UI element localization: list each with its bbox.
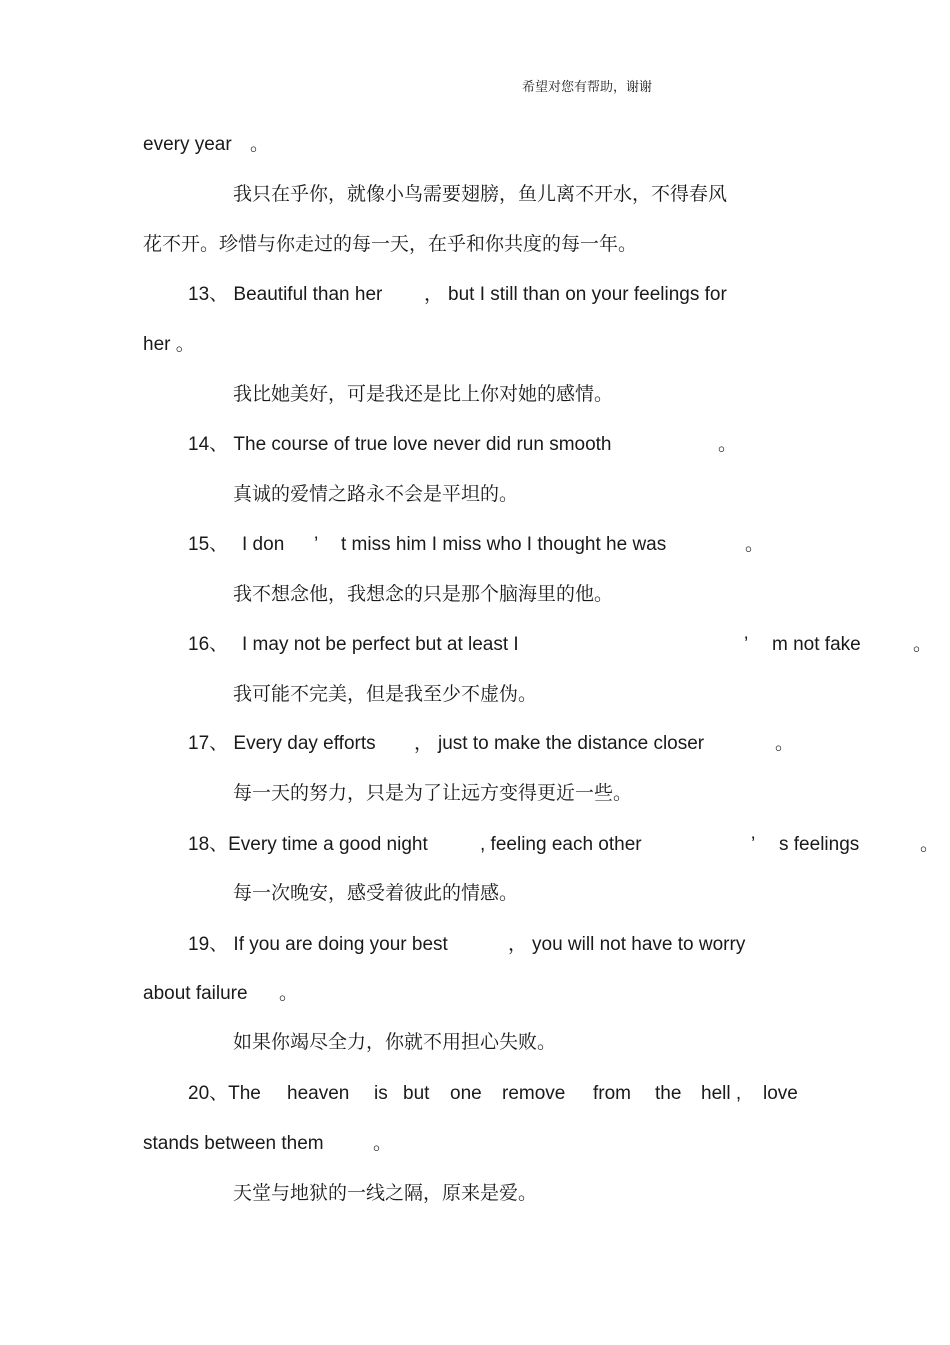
text-segment: about failure [143, 983, 248, 1004]
text-segment: the [655, 1083, 682, 1104]
text-segment: you will not have to worry [532, 934, 746, 955]
text-segment: 。 [718, 434, 738, 455]
text-segment: remove [502, 1083, 566, 1104]
text-segment: but [403, 1083, 430, 1104]
text-segment: , feeling each other [480, 834, 642, 855]
text-segment: 20、The [188, 1083, 261, 1104]
text-segment: every year [143, 134, 232, 155]
text-segment: 14、 The course of true love never did run smooth [188, 434, 612, 455]
text-segment: from [593, 1083, 631, 1104]
text-segment: ， [508, 934, 528, 955]
text-segment: ’ [751, 834, 756, 855]
chinese-line: 我可能不完美，但是我至少不虚伪。 [233, 683, 538, 705]
chinese-line: 我只在乎你，就像小鸟需要翅膀，鱼儿离不开水，不得春风 [233, 183, 728, 205]
text-segment: 。 [745, 534, 765, 555]
text-segment: s feelings [779, 834, 860, 855]
text-segment: is [374, 1083, 388, 1104]
text-segment: m not fake [772, 634, 861, 655]
text-segment: 。 [775, 733, 795, 754]
chinese-line: 花不开。珍惜与你走过的每一天，在乎和你共度的每一年。 [143, 233, 638, 255]
text-segment: ， [414, 733, 434, 754]
text-segment: t miss him I miss who I thought he was [341, 534, 667, 555]
text-segment: 。 [250, 134, 270, 155]
text-segment: 16、 [188, 634, 229, 655]
text-segment: 。 [920, 834, 940, 855]
text-segment: ’ [744, 634, 749, 655]
text-segment: 18、Every time a good night [188, 834, 428, 855]
chinese-line: 我比她美好，可是我还是比上你对她的感情。 [233, 383, 614, 405]
chinese-line: 真诚的爱情之路永不会是平坦的。 [233, 483, 519, 505]
chinese-line: 每一次晚安，感受着彼此的情感。 [233, 882, 519, 904]
text-line: her 。 [143, 334, 195, 355]
text-segment: 19、 If you are doing your best [188, 934, 448, 955]
text-segment: 。 [373, 1133, 393, 1154]
text-segment: I may not be perfect but at least I [242, 634, 519, 655]
text-segment: 。 [913, 634, 933, 655]
chinese-line: 每一天的努力，只是为了让远方变得更近一些。 [233, 782, 633, 804]
text-segment: 15、 [188, 534, 229, 555]
text-segment: stands between them [143, 1133, 324, 1154]
text-segment: ’ [314, 534, 319, 555]
text-segment: 。 [279, 983, 299, 1004]
text-segment: love [763, 1083, 798, 1104]
text-segment: hell , [701, 1083, 742, 1104]
chinese-line: 天堂与地狱的一线之隔，原来是爱。 [233, 1182, 538, 1204]
text-segment: one [450, 1083, 482, 1104]
text-segment: heaven [287, 1083, 350, 1104]
text-segment: just to make the distance closer [438, 733, 705, 754]
chinese-line: 我不想念他，我想念的只是那个脑海里的他。 [233, 583, 614, 605]
text-segment: but I still than on your feelings for [448, 284, 727, 305]
text-segment: I don [242, 534, 285, 555]
text-segment: ， [424, 284, 444, 305]
text-segment: 13、 Beautiful than her [188, 284, 383, 305]
page-header: 希望对您有帮助，谢谢 [522, 80, 653, 95]
chinese-line: 如果你竭尽全力，你就不用担心失败。 [233, 1031, 557, 1053]
text-segment: 17、 Every day efforts [188, 733, 376, 754]
